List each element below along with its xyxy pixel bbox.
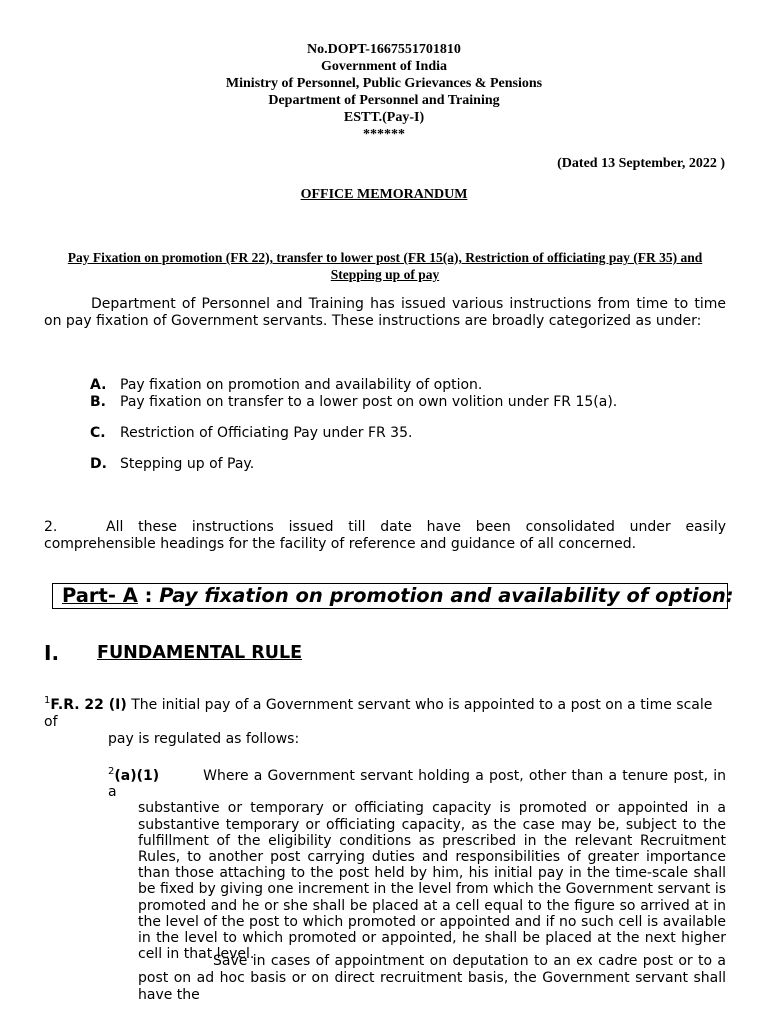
category-item bbox=[90, 425, 412, 442]
fr22-text-line2: pay is regulated as follows: bbox=[108, 731, 300, 747]
category-text: Restriction of Officiating Pay under FR 35. bbox=[120, 425, 413, 441]
clause-a1 bbox=[108, 768, 726, 962]
clause-first-line: Where a Government servant holding a post, other than a tenure post, in a bbox=[108, 768, 726, 801]
fr22-paragraph bbox=[44, 697, 726, 748]
category-text: Pay fixation on promotion and availability of option. bbox=[120, 377, 483, 393]
footnote-marker: 1 bbox=[44, 695, 51, 706]
ministry-name: Ministry of Personnel, Public Grievances & Pensions bbox=[225, 76, 543, 91]
government-name: Government of India bbox=[321, 59, 447, 74]
part-a-heading bbox=[62, 584, 734, 607]
save-paragraph: Save in cases of appointment on deputation to an ex cadre post or to a post on ad hoc basis or on direct recruitment basis, the Government servant shall have the bbox=[138, 953, 726, 1003]
section-roman-numeral: I. bbox=[44, 641, 60, 665]
category-letter: C. bbox=[90, 425, 106, 441]
category-item bbox=[90, 394, 617, 411]
category-letter: D. bbox=[90, 456, 107, 472]
category-item bbox=[90, 456, 254, 473]
fr22-label: F.R. 22 (I) bbox=[50, 697, 127, 713]
date-line: (Dated 13 September, 2022 ) bbox=[557, 156, 725, 171]
clause-label: (a)(1) bbox=[114, 768, 160, 784]
footnote-marker: 2 bbox=[108, 766, 115, 777]
category-letter: B. bbox=[90, 394, 106, 410]
part-a-label: Part- A bbox=[62, 584, 138, 607]
document-number: No.DOPT-1667551701810 bbox=[307, 42, 461, 57]
header-stars: ****** bbox=[363, 127, 405, 142]
part-a-title: Pay fixation on promotion and availability of option: bbox=[159, 584, 734, 607]
memo-subject: Pay Fixation on promotion (FR 22), transfer to lower post (FR 15(a), Restriction of officiating pay (FR 35) and Stepping up of pay bbox=[67, 250, 703, 282]
fr22-text-line1: The initial pay of a Government servant who is appointed to a post on a time scale of bbox=[44, 697, 713, 730]
category-item bbox=[90, 377, 482, 394]
section-title: FUNDAMENTAL RULE bbox=[97, 643, 303, 663]
section-name: ESTT.(Pay-I) bbox=[343, 110, 425, 125]
clause-body: substantive or temporary or officiating capacity is promoted or appointed in a substantive temporary or officiating capacity, as the case may be, subject to the fulfillment of the eligibility conditions as prescribed in the relevant Recruitment Rules, to another post carrying duties and responsibilities of greater importance than those attaching to the post held by him, his initial pay in the time-scale shall be fixed by giving one increment in the level from which the Government servant is promoted and he or she shall be placed at a cell equal to the figure so arrived at in the level of the post to which promoted or appointed and if no such cell is available in the level to which promoted or appointed, he shall be placed at the next higher cell in that level. bbox=[138, 800, 726, 963]
document-header bbox=[0, 41, 768, 143]
paragraph-text: All these instructions issued till date have been consolidated under easily comprehensible headings for the facility of reference and guidance of all concerned. bbox=[44, 519, 726, 552]
department-name: Department of Personnel and Training bbox=[268, 93, 500, 108]
intro-paragraph: Department of Personnel and Training has issued various instructions from time to time on pay fixation of Government servants. These instructions are broadly categorized as under: bbox=[44, 296, 726, 329]
memo-title: OFFICE MEMORANDUM bbox=[300, 187, 468, 202]
category-letter: A. bbox=[90, 377, 107, 393]
part-a-separator: : bbox=[137, 584, 160, 607]
category-text: Pay fixation on transfer to a lower post on own volition under FR 15(a). bbox=[120, 394, 618, 410]
paragraph-number: 2. bbox=[44, 519, 58, 535]
paragraph-2 bbox=[44, 519, 726, 553]
category-text: Stepping up of Pay. bbox=[120, 456, 255, 472]
